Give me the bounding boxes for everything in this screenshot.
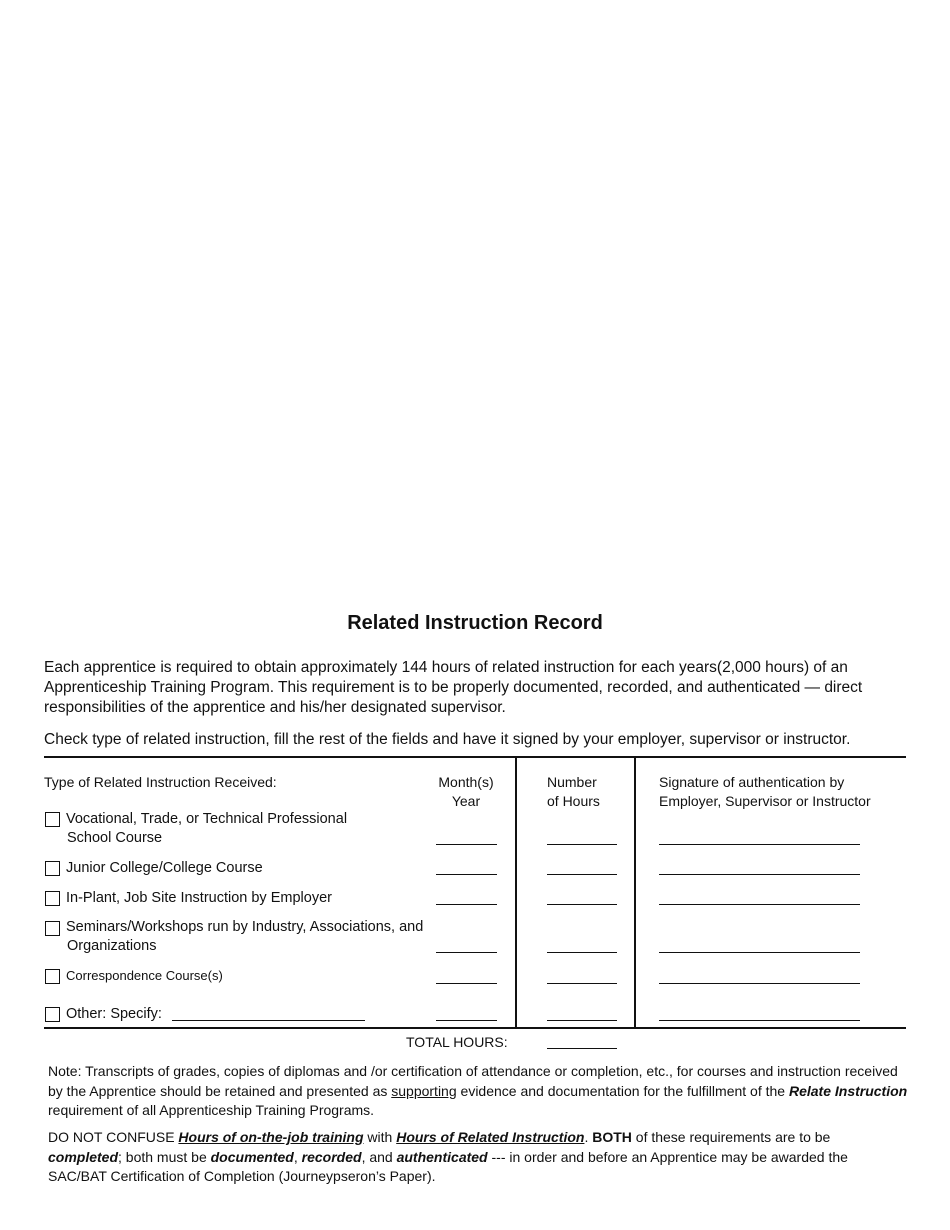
column-divider-2 [634, 757, 636, 1028]
row-label-vocational-line2: School Course [67, 829, 163, 846]
page-title: Related Instruction Record [347, 612, 603, 634]
total-hours-field[interactable] [547, 1048, 617, 1049]
intro-paragraph: Each apprentice is required to obtain approximately 144 hours of related instruction for each years(2,000 hours) of an Apprenticeship Training Program. This requirement is to be properly documented, recorded, and authenticated — direct responsibilities of the apprentice and his/her designated supervisor. [44, 659, 863, 716]
header-month-line1: Month(s) [438, 774, 494, 790]
warning-text-c: ; both must be [118, 1148, 211, 1165]
warning-related-instruction: Hours of Related Instruction [396, 1129, 585, 1145]
month-field-in-plant[interactable] [436, 904, 497, 905]
hours-field-college[interactable] [547, 874, 617, 875]
warning-and: , and [361, 1148, 397, 1165]
checkbox-vocational[interactable] [45, 812, 60, 827]
warning-dot: . [584, 1129, 593, 1145]
hours-field-correspondence[interactable] [547, 983, 617, 984]
month-field-correspondence[interactable] [436, 983, 497, 984]
warning-ojt: Hours of on-the-job training [178, 1129, 364, 1145]
header-month [420, 773, 512, 811]
hours-field-vocational[interactable] [547, 844, 617, 845]
signature-field-college[interactable] [659, 874, 860, 875]
warning-completed: completed [48, 1148, 119, 1165]
table-bottom-rule [44, 1027, 906, 1029]
month-field-other[interactable] [436, 1020, 497, 1021]
row-label-vocational-line1: Vocational, Trade, or Technical Professional [66, 811, 348, 827]
warning-text-d: --- in order and before an Apprentice may be awarded the SAC/BAT Certification of Completion (Journeypseron’s Paper). [48, 1148, 848, 1184]
checkbox-correspondence[interactable] [45, 969, 60, 984]
note-paragraph [48, 1062, 908, 1121]
row-label-vocational [66, 810, 347, 847]
warning-comma: , [293, 1148, 302, 1165]
signature-field-seminars[interactable] [659, 952, 860, 953]
signature-field-in-plant[interactable] [659, 904, 860, 905]
signature-field-correspondence[interactable] [659, 983, 860, 984]
warning-paragraph [48, 1128, 908, 1187]
instruction-text: Check type of related instruction, fill the rest of the fields and have it signed by your employer, supervisor or instructor. [44, 731, 851, 748]
header-month-line2: Year [451, 793, 481, 809]
row-label-seminars [66, 918, 423, 955]
hours-field-in-plant[interactable] [547, 904, 617, 905]
note-text-c: requirement of all Apprenticeship Training Programs. [48, 1102, 375, 1118]
note-text-b: evidence and documentation for the fulfillment of the [456, 1082, 789, 1099]
other-specify-field[interactable] [172, 1020, 365, 1021]
note-relate-instruction: Relate Instruction [788, 1082, 908, 1099]
header-signature [659, 773, 871, 811]
row-label-seminars-line2: Organizations [67, 937, 157, 954]
header-signature-line2: Employer, Supervisor or Instructor [659, 793, 871, 809]
header-type: Type of Related Instruction Received: [44, 774, 277, 790]
header-hours-line1: Number [547, 774, 597, 790]
row-label-college: Junior College/College Course [66, 860, 263, 876]
warning-with: with [363, 1129, 397, 1145]
checkbox-college[interactable] [45, 861, 60, 876]
month-field-vocational[interactable] [436, 844, 497, 845]
total-hours-label: TOTAL HOURS: [406, 1034, 508, 1050]
checkbox-other[interactable] [45, 1007, 60, 1022]
hours-field-other[interactable] [547, 1020, 617, 1021]
header-hours-line2: of Hours [547, 793, 600, 809]
warning-text-b: of these requirements are to be [631, 1129, 831, 1145]
table-top-rule [44, 756, 906, 758]
note-supporting: supporting [391, 1082, 457, 1099]
header-hours [547, 773, 600, 811]
signature-field-vocational[interactable] [659, 844, 860, 845]
checkbox-in-plant[interactable] [45, 891, 60, 906]
month-field-seminars[interactable] [436, 952, 497, 953]
hours-field-seminars[interactable] [547, 952, 617, 953]
header-signature-line1: Signature of authentication by [659, 774, 845, 790]
checkbox-seminars[interactable] [45, 921, 60, 936]
warning-text-a: DO NOT CONFUSE [48, 1129, 179, 1145]
row-label-in-plant: In-Plant, Job Site Instruction by Employer [66, 890, 332, 906]
row-label-correspondence: Correspondence Course(s) [66, 968, 223, 983]
row-label-seminars-line1: Seminars/Workshops run by Industry, Associations, and [66, 919, 424, 935]
column-divider-1 [515, 757, 517, 1028]
row-label-other: Other: Specify: [66, 1006, 162, 1022]
month-field-college[interactable] [436, 874, 497, 875]
warning-both: BOTH [592, 1129, 632, 1145]
warning-authenticated: authenticated [396, 1148, 488, 1165]
signature-field-other[interactable] [659, 1020, 860, 1021]
note-text-a: Note: Transcripts of grades, copies of diplomas and /or certification of attendance or completion, etc., for courses and instruction received by the Apprentice should be retained and presented as [48, 1063, 898, 1099]
warning-recorded: recorded [301, 1148, 362, 1165]
warning-documented: documented [210, 1148, 294, 1165]
